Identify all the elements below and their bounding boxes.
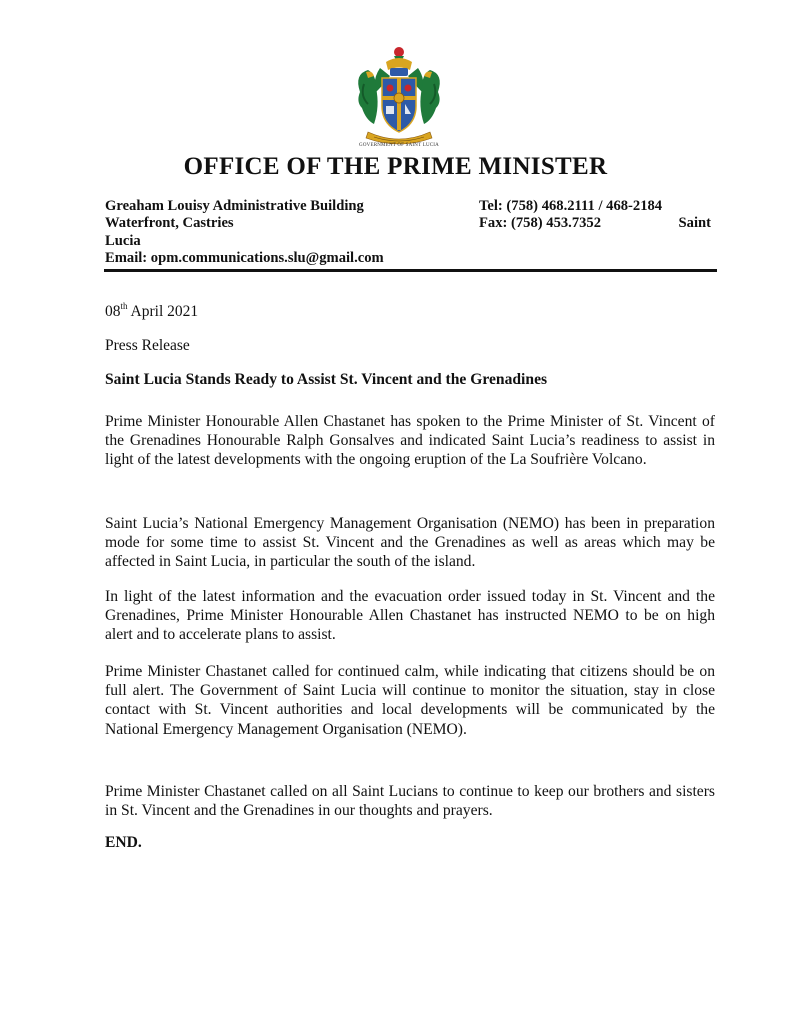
end-marker: END. — [105, 834, 142, 851]
telephone-line: Tel: (758) 468.2111 / 468-2184 — [479, 198, 663, 214]
email-line: Email: opm.communications.slu@gmail.com — [105, 249, 384, 266]
release-type: Press Release — [105, 337, 190, 354]
address-line-2: Waterfront, Castries — [105, 215, 234, 232]
fax-line: Fax: (758) 453.7352 — [479, 215, 602, 232]
body-paragraph-3: In light of the latest information and the evacuation order issued today in St. Vincent and the Grenadines, Prime Minister Honourable Allen Chastanet has instructed NEMO to be on high alert and to accelerate plans to assist. — [105, 588, 715, 644]
crest-caption: GOVERNMENT OF SAINT LUCIA — [359, 143, 439, 148]
header-divider — [104, 269, 717, 272]
body-paragraph-1: Prime Minister Honourable Allen Chastanet has spoken to the Prime Minister of St. Vincent of the Grenadines Honourable Ralph Gonsalves and indicated Saint Lucia’s readiness to assist in light of the latest developments with the ongoing eruption of the La Soufrière Volcano. — [105, 413, 715, 469]
coat-of-arms-icon — [350, 44, 448, 150]
release-date — [105, 302, 198, 321]
fax-row — [479, 215, 711, 232]
contact-address-block — [105, 198, 405, 267]
office-title: OFFICE OF THE PRIME MINISTER — [183, 153, 608, 180]
release-headline: Saint Lucia Stands Ready to Assist St. Vincent and the Grenadines — [105, 371, 548, 388]
date-suffix: th — [120, 301, 128, 311]
body-paragraph-2: Saint Lucia’s National Emergency Management Organisation (NEMO) has been in preparation mode for some time to assist St. Vincent and the Grenadines as well as areas which may be affected in Saint Lucia, in particular the south of the island. — [105, 515, 715, 571]
date-month-year: April 2021 — [127, 303, 199, 321]
body-paragraph-5: Prime Minister Chastanet called on all Saint Lucians to continue to keep our brothers and sisters in St. Vincent and the Grenadines in our thoughts and prayers. — [105, 783, 715, 820]
fax-trailing-text: Saint — [678, 215, 711, 232]
date-day: 08 — [105, 303, 121, 321]
body-paragraph-4: Prime Minister Chastanet called for continued calm, while indicating that citizens should be on full alert. The Government of Saint Lucia will continue to monitor the situation, stay in close contact with St. Vincent authorities and local developments will be communicated by the National Emergency Management Organisation (NEMO). — [105, 663, 715, 738]
address-line-1: Greaham Louisy Administrative Building — [105, 198, 364, 214]
address-line-3: Lucia — [105, 232, 141, 249]
contact-phone-block — [479, 198, 711, 233]
